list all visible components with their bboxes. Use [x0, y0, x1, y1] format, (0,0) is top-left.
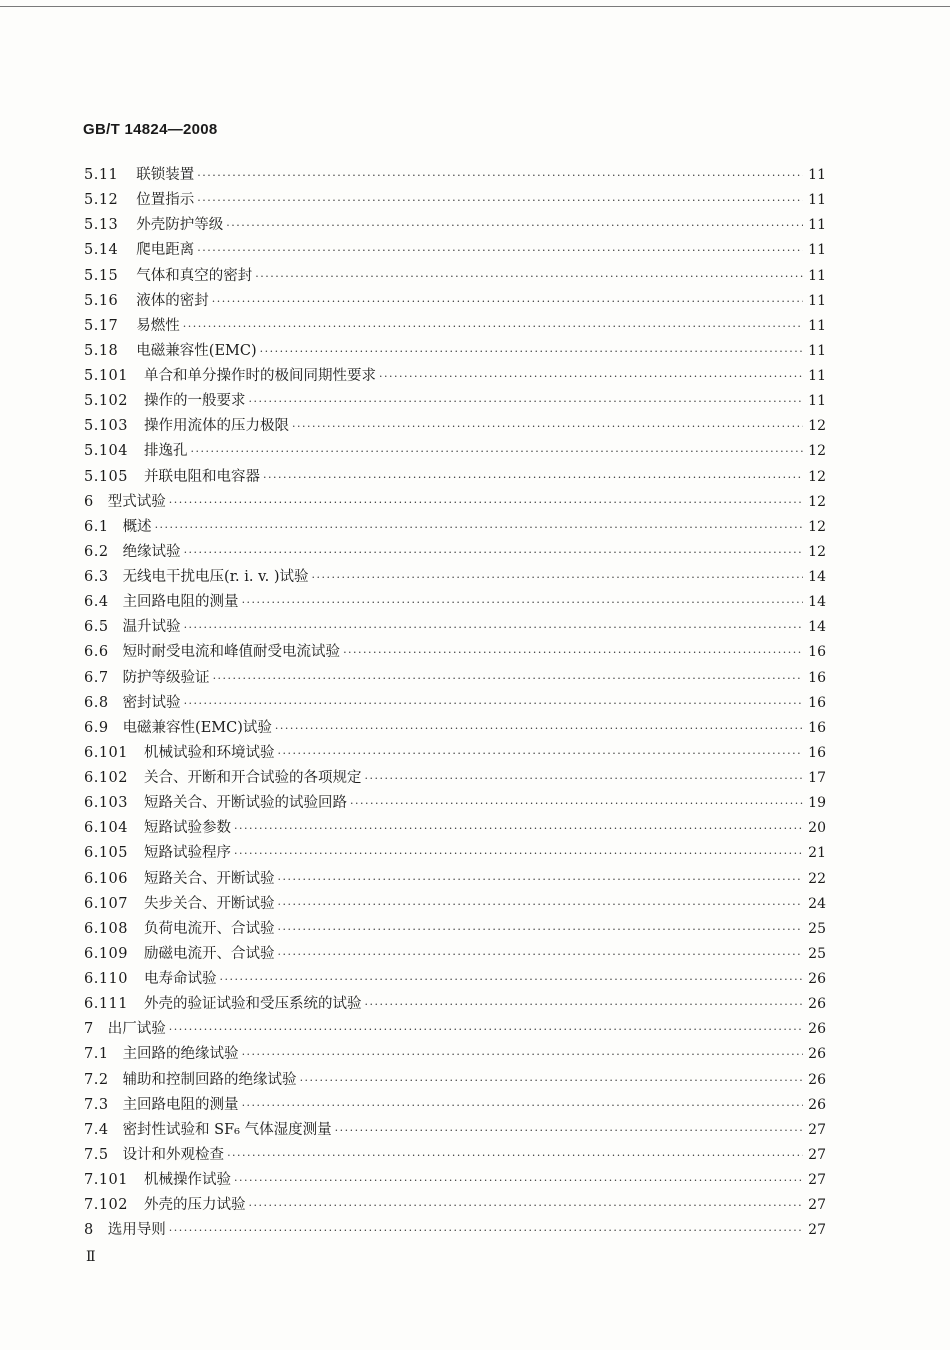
toc-page-number: 11 — [808, 167, 826, 183]
toc-section-title: 温升试验 — [122, 619, 181, 636]
toc-section-title: 无线电干扰电压(r. i. v. )试验 — [122, 569, 309, 585]
toc-dot-leader — [183, 320, 803, 333]
toc-entry[interactable] — [84, 515, 826, 540]
toc-page-number: 16 — [808, 644, 826, 661]
toc-section-number: 7.101 — [84, 1172, 129, 1188]
toc-dot-leader — [213, 672, 803, 685]
toc-section-title: 操作用流体的压力极限 — [144, 418, 290, 435]
toc-page-number: 11 — [808, 342, 826, 359]
toc-dot-leader — [278, 948, 803, 961]
toc-dot-leader — [191, 445, 803, 458]
toc-entry[interactable] — [84, 942, 826, 967]
toc-section-number: 6.4 — [84, 594, 109, 611]
toc-section-title: 型式试验 — [107, 493, 166, 510]
toc-page-number: 20 — [808, 820, 826, 837]
toc-page-number: 26 — [808, 971, 826, 987]
toc-page-number: 22 — [808, 870, 826, 887]
toc-entry[interactable] — [84, 264, 826, 289]
toc-dot-leader — [311, 571, 803, 584]
toc-section-number: 7.5 — [84, 1146, 109, 1163]
toc-page-number: 19 — [808, 795, 826, 812]
toc-page-number: 12 — [808, 418, 826, 435]
toc-section-number: 5.13 — [84, 217, 119, 234]
toc-entry[interactable] — [84, 439, 826, 464]
toc-section-title: 外壳防护等级 — [136, 217, 224, 234]
toc-section-number: 5.14 — [84, 242, 119, 259]
toc-section-title: 概述 — [122, 518, 152, 535]
toc-entry[interactable] — [84, 892, 826, 917]
toc-dot-leader — [197, 194, 803, 207]
toc-section-number: 6.103 — [84, 795, 129, 812]
toc-section-number: 6.101 — [84, 744, 129, 761]
toc-section-title: 出厂试验 — [107, 1021, 166, 1038]
toc-page-number: 12 — [808, 543, 826, 560]
toc-dot-leader — [278, 747, 803, 760]
toc-section-title: 关合、开断和开合试验的各项规定 — [144, 770, 362, 786]
toc-entry[interactable] — [84, 213, 826, 238]
toc-section-number: 5.12 — [84, 192, 119, 209]
toc-entry[interactable] — [84, 490, 826, 515]
toc-page-number: 26 — [808, 996, 826, 1013]
toc-entry[interactable] — [84, 766, 826, 791]
toc-entry[interactable] — [84, 540, 826, 565]
toc-section-number: 5.17 — [84, 317, 119, 334]
toc-entry[interactable] — [84, 716, 826, 741]
toc-page-number: 12 — [808, 493, 826, 510]
toc-page-number: 26 — [808, 1071, 826, 1088]
toc-page-number: 25 — [808, 920, 826, 937]
toc-page-number: 24 — [808, 895, 826, 912]
toc-entry[interactable] — [84, 414, 826, 439]
toc-entry[interactable] — [84, 1143, 826, 1168]
toc-page-number: 21 — [808, 845, 826, 862]
toc-dot-leader — [169, 496, 803, 509]
toc-entry[interactable] — [84, 867, 826, 892]
toc-section-number: 6.107 — [84, 895, 129, 912]
toc-dot-leader — [249, 1199, 803, 1212]
toc-entry[interactable] — [84, 691, 826, 716]
toc-entry[interactable] — [84, 188, 826, 213]
toc-section-title: 短路关合、开断试验的试验回路 — [144, 795, 348, 812]
toc-page-number: 27 — [808, 1121, 826, 1138]
toc-page-number: 14 — [808, 594, 826, 611]
toc-section-title: 密封性试验和 SF₆ 气体湿度测量 — [122, 1121, 332, 1138]
toc-entry[interactable] — [84, 791, 826, 816]
toc-dot-leader — [292, 420, 803, 433]
toc-dot-leader — [379, 370, 803, 383]
toc-section-title: 外壳的压力试验 — [144, 1197, 246, 1214]
toc-section-title: 电磁兼容性(EMC)试验 — [122, 719, 272, 736]
toc-dot-leader — [234, 847, 803, 860]
toc-entry[interactable] — [84, 1168, 826, 1193]
toc-section-number: 5.18 — [84, 342, 119, 359]
toc-dot-leader — [184, 546, 803, 559]
toc-section-title: 励磁电流开、合试验 — [144, 945, 275, 962]
toc-entry[interactable] — [84, 465, 826, 490]
toc-page-number: 17 — [808, 770, 826, 786]
toc-section-number: 5.16 — [84, 292, 119, 309]
toc-section-number: 6.9 — [84, 719, 109, 736]
toc-dot-leader — [227, 1149, 803, 1162]
toc-entry[interactable] — [84, 666, 826, 691]
toc-page-number: 25 — [808, 945, 826, 962]
toc-entry[interactable] — [84, 967, 826, 992]
toc-page-number: 11 — [808, 217, 826, 234]
toc-dot-leader — [184, 697, 803, 710]
toc-section-title: 设计和外观检查 — [122, 1146, 225, 1163]
toc-section-number: 6.105 — [84, 845, 129, 862]
toc-section-title: 主回路电阻的测量 — [122, 1096, 239, 1113]
toc-entry[interactable] — [84, 339, 826, 364]
toc-section-title: 液体的密封 — [136, 292, 209, 309]
toc-dot-leader — [169, 1224, 803, 1237]
toc-section-title: 易燃性 — [136, 317, 180, 334]
toc-dot-leader — [169, 1023, 803, 1036]
toc-section-title: 并联电阻和电容器 — [144, 468, 261, 485]
toc-section-title: 辅助和控制回路的绝缘试验 — [122, 1071, 297, 1088]
toc-section-title: 绝缘试验 — [122, 543, 181, 560]
toc-section-number: 6.5 — [84, 619, 109, 636]
toc-section-number: 6.110 — [84, 971, 129, 987]
toc-dot-leader — [234, 1174, 803, 1187]
toc-section-number: 5.11 — [84, 167, 119, 183]
toc-dot-leader — [155, 521, 803, 534]
toc-dot-leader — [365, 998, 803, 1011]
toc-entry[interactable] — [84, 816, 826, 841]
toc-dot-leader — [220, 973, 803, 986]
toc-section-number: 6.6 — [84, 644, 109, 661]
toc-page-number: 16 — [808, 744, 826, 761]
toc-dot-leader — [249, 395, 803, 408]
toc-section-number: 7.2 — [84, 1071, 109, 1088]
toc-entry[interactable] — [84, 163, 826, 188]
toc-dot-leader — [278, 923, 803, 936]
toc-dot-leader — [278, 873, 803, 886]
toc-dot-leader — [365, 772, 803, 785]
toc-section-number: 6.3 — [84, 569, 109, 585]
toc-section-title: 防护等级验证 — [122, 669, 210, 686]
toc-section-title: 短时耐受电流和峰值耐受电流试验 — [122, 644, 341, 661]
toc-dot-leader — [260, 345, 803, 358]
toc-section-number: 6.111 — [84, 996, 129, 1013]
toc-section-title: 气体和真空的密封 — [136, 267, 253, 284]
toc-entry[interactable] — [84, 289, 826, 314]
toc-page-number: 27 — [808, 1146, 826, 1163]
toc-page-number: 11 — [808, 267, 826, 284]
toc-page-number: 14 — [808, 619, 826, 636]
toc-page-number: 27 — [808, 1172, 826, 1188]
toc-section-number: 6 — [84, 493, 94, 510]
toc-section-number: 6.1 — [84, 518, 109, 535]
toc-section-title: 位置指示 — [136, 192, 195, 209]
toc-page-number: 11 — [808, 242, 826, 259]
toc-section-title: 排逸孔 — [144, 443, 188, 460]
toc-page-number: 14 — [808, 569, 826, 585]
toc-section-number: 6.109 — [84, 945, 129, 962]
toc-dot-leader — [234, 822, 803, 835]
toc-entry[interactable] — [84, 1042, 826, 1067]
toc-entry[interactable] — [84, 741, 826, 766]
toc-page-number: 12 — [808, 468, 826, 485]
toc-entry[interactable] — [84, 1017, 826, 1042]
toc-section-number: 6.8 — [84, 694, 109, 711]
toc-section-title: 电寿命试验 — [144, 971, 217, 987]
toc-entry[interactable] — [84, 841, 826, 866]
toc-section-number: 5.104 — [84, 443, 129, 460]
toc-section-number: 5.105 — [84, 468, 129, 485]
toc-section-number: 6.106 — [84, 870, 129, 887]
top-rule — [0, 6, 950, 7]
page-number: Ⅱ — [86, 1249, 96, 1265]
toc-section-number: 7.1 — [84, 1046, 109, 1063]
toc-dot-leader — [197, 244, 803, 257]
toc-page-number: 11 — [808, 368, 826, 384]
toc-dot-leader — [275, 722, 803, 735]
toc-section-title: 失步关合、开断试验 — [144, 895, 275, 912]
toc-section-number: 6.108 — [84, 920, 129, 937]
toc-section-number: 6.7 — [84, 669, 109, 686]
toc-entry[interactable] — [84, 640, 826, 665]
toc-section-number: 7 — [84, 1021, 94, 1038]
toc-section-title: 主回路的绝缘试验 — [122, 1046, 239, 1063]
toc-page-number: 11 — [808, 192, 826, 209]
toc-dot-leader — [350, 797, 803, 810]
toc-section-number: 5.15 — [84, 267, 119, 284]
toc-dot-leader — [212, 295, 803, 308]
toc-entry[interactable] — [84, 565, 826, 590]
toc-section-title: 操作的一般要求 — [144, 393, 246, 410]
toc-section-title: 选用导则 — [107, 1222, 166, 1239]
standard-number: GB/T 14824—2008 — [83, 121, 218, 138]
toc-page-number: 27 — [808, 1197, 826, 1214]
table-of-contents — [84, 163, 826, 1243]
toc-section-number: 7.102 — [84, 1197, 129, 1214]
toc-dot-leader — [226, 219, 803, 232]
toc-page-number: 16 — [808, 669, 826, 686]
toc-section-title: 外壳的验证试验和受压系统的试验 — [144, 996, 362, 1013]
toc-section-number: 6.2 — [84, 543, 109, 560]
toc-entry[interactable] — [84, 1218, 826, 1243]
toc-entry[interactable] — [84, 590, 826, 615]
toc-section-title: 机械试验和环境试验 — [144, 744, 275, 761]
toc-section-title: 短路试验程序 — [144, 845, 232, 862]
toc-page-number: 12 — [808, 443, 826, 460]
toc-section-number: 8 — [84, 1222, 94, 1239]
toc-page-number: 26 — [808, 1021, 826, 1038]
toc-section-title: 短路关合、开断试验 — [144, 870, 275, 887]
toc-dot-leader — [278, 898, 803, 911]
toc-entry[interactable] — [84, 364, 826, 389]
toc-entry[interactable] — [84, 917, 826, 942]
toc-section-number: 7.3 — [84, 1096, 109, 1113]
toc-section-title: 密封试验 — [122, 694, 181, 711]
toc-entry[interactable] — [84, 1193, 826, 1218]
toc-section-number: 6.102 — [84, 770, 129, 786]
toc-dot-leader — [255, 270, 803, 283]
toc-entry[interactable] — [84, 992, 826, 1017]
toc-dot-leader — [184, 621, 803, 634]
toc-page-number: 26 — [808, 1046, 826, 1063]
toc-section-number: 7.4 — [84, 1121, 109, 1138]
toc-page-number: 12 — [808, 518, 826, 535]
toc-page-number: 11 — [808, 317, 826, 334]
toc-section-title: 联锁装置 — [136, 167, 195, 183]
toc-entry[interactable] — [84, 1093, 826, 1118]
toc-section-title: 电磁兼容性(EMC) — [136, 342, 257, 359]
toc-dot-leader — [242, 1048, 803, 1061]
toc-entry[interactable] — [84, 389, 826, 414]
toc-dot-leader — [197, 169, 803, 182]
toc-section-number: 5.103 — [84, 418, 129, 435]
toc-entry[interactable] — [84, 1068, 826, 1093]
toc-section-title: 负荷电流开、合试验 — [144, 920, 275, 937]
toc-section-title: 机械操作试验 — [144, 1172, 232, 1188]
toc-section-title: 单合和单分操作时的极间同期性要求 — [144, 368, 377, 384]
toc-dot-leader — [343, 646, 803, 659]
toc-section-title: 主回路电阻的测量 — [122, 594, 239, 611]
toc-section-title: 短路试验参数 — [144, 820, 232, 837]
toc-page-number: 11 — [808, 292, 826, 309]
toc-page-number: 16 — [808, 719, 826, 736]
toc-entry[interactable] — [84, 1118, 826, 1143]
toc-page-number: 26 — [808, 1096, 826, 1113]
toc-entry[interactable] — [84, 238, 826, 263]
toc-entry[interactable] — [84, 615, 826, 640]
toc-dot-leader — [300, 1074, 803, 1087]
toc-section-title: 爬电距离 — [136, 242, 195, 259]
toc-dot-leader — [335, 1124, 803, 1137]
toc-section-number: 5.102 — [84, 393, 129, 410]
toc-dot-leader — [263, 471, 803, 484]
toc-section-number: 5.101 — [84, 368, 129, 384]
toc-section-number: 6.104 — [84, 820, 129, 837]
toc-dot-leader — [242, 596, 803, 609]
toc-dot-leader — [242, 1099, 803, 1112]
toc-entry[interactable] — [84, 314, 826, 339]
toc-page-number: 11 — [808, 393, 826, 410]
toc-page-number: 27 — [808, 1222, 826, 1239]
toc-page-number: 16 — [808, 694, 826, 711]
